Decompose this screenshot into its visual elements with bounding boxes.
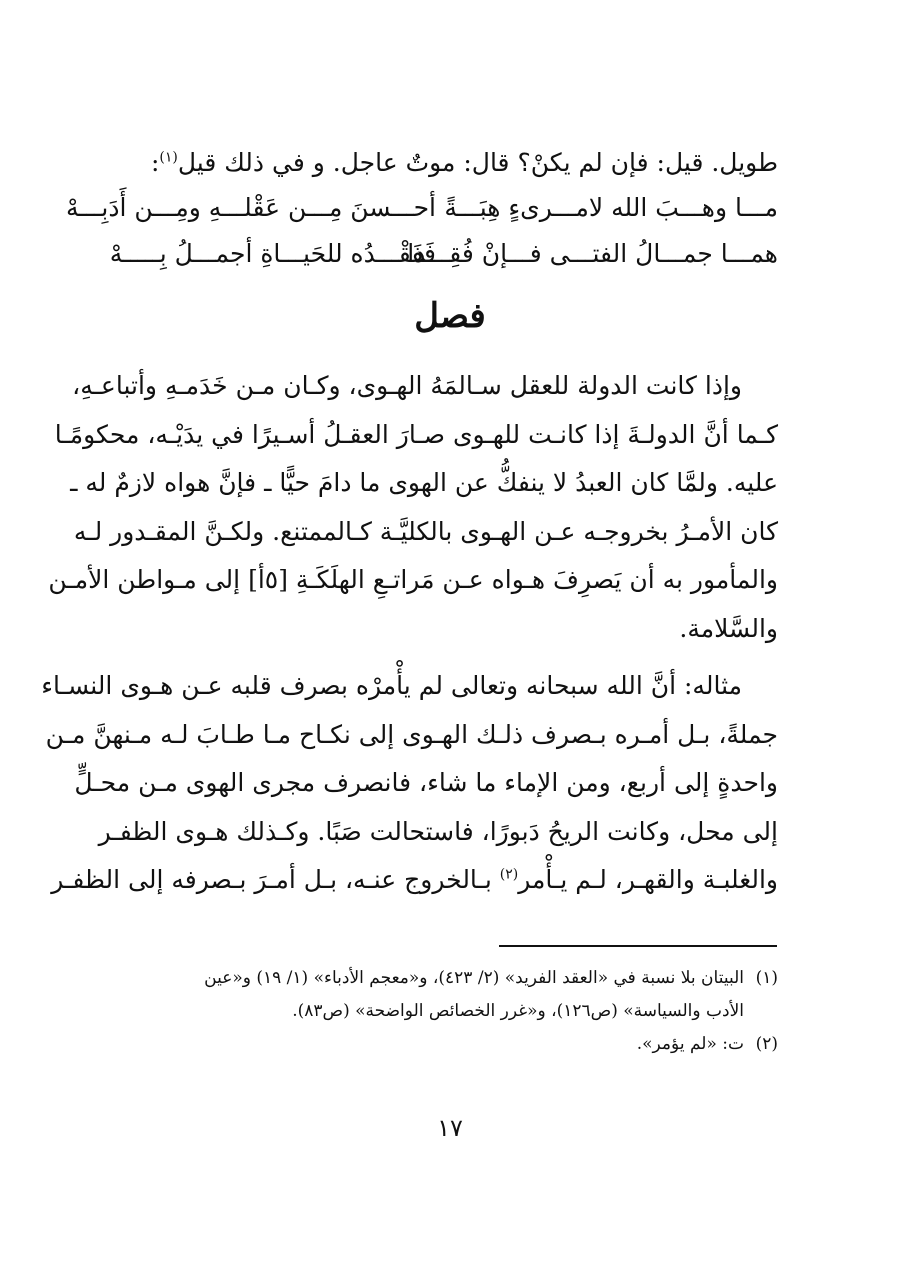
- intro-text: طويل. قيل: فإن لم يكنْ؟ قال: موتٌ عاجل. و في ذلك قيل: [177, 148, 778, 177]
- verse-second-hemistich: فَفَقْـــدُه للحَيـــاةِ أجمـــلُ بِـــــهْ: [109, 238, 436, 268]
- poem-verses: [66, 184, 778, 276]
- paragraph-line: [51, 856, 778, 905]
- verse-first-hemistich: همـــا جمـــالُ الفتـــى فـــإنْ فُقِـــدا: [407, 238, 778, 268]
- paragraph-text: والغلبـة والقهـر، لـم يـأْمر: [518, 865, 778, 894]
- paragraph-line: والمأمور به أن يَصرِفَ هـواه عـن مَراتـعِ الهلَكَـةِ [٥أ] إلى مـواطن الأمـن: [48, 565, 778, 594]
- footnote-text: ت: «لم يؤمر».: [636, 1034, 744, 1054]
- verse-row: [109, 230, 778, 276]
- paragraph-line: عليه. ولمَّا كان العبدُ لا ينفكُّ عن الهوى ما دامَ حيًّا ـ فإنَّ هواه لازمٌ له ـ: [70, 468, 778, 497]
- footnotes: [122, 962, 778, 1061]
- verse-second-hemistich: أحـــسنَ مِـــن عَقْلـــهِ ومِـــن أَدَبِـــهْ: [66, 192, 436, 222]
- section-heading: فصل: [414, 296, 486, 336]
- paragraph-line: كـما أنَّ الدولـةَ إذا كانـت للهـوى صـارَ العقـلُ أسـيرًا في يدَيْـه، محكومًـا: [54, 419, 778, 449]
- footnote-1: [122, 962, 778, 995]
- paragraph-text: بـالخروج عنـه، بـل أمـرَ بـصرفه إلى الظفـر: [51, 865, 500, 894]
- footnote-marker-2[interactable]: (٢): [499, 866, 519, 883]
- footnote-2: [122, 1028, 778, 1061]
- verse-row: [66, 184, 778, 230]
- paragraph-2: [41, 662, 778, 905]
- paragraph-line: كان الأمـرُ بخروجـه عـن الهـوى بالكليَّـة كـالممتنع. ولكـنَّ المقـدور لـه: [73, 516, 778, 546]
- footnote-text: البيتان بلا نسبة في «العقد الفريد» (٢/ ٤٢٣)، و«معجم الأدباء» (١/ ١٩) و«عين: [204, 968, 744, 988]
- footnote-marker-1[interactable]: (١): [159, 149, 178, 166]
- verse-first-hemistich: مـــا وهـــبَ الله لامـــرىءٍ هِبَـــةً: [444, 192, 778, 222]
- footnote-separator: [499, 945, 777, 947]
- paragraph-line: واحدةٍ إلى أربع، ومن الإماء ما شاء، فانصرف مجرى الهوى مـن محـلٍّ: [74, 768, 778, 797]
- page-number: ١٧: [437, 1114, 463, 1142]
- paragraph-line: مثاله: أنَّ الله سبحانه وتعالى لم يأْمرْه بصرف قلبه عـن هـوى النسـاء: [41, 671, 742, 700]
- footnote-number: (٢): [755, 1034, 778, 1054]
- intro-tail: :: [150, 148, 160, 177]
- paragraph-line: وإذا كانت الدولة للعقل سـالمَهُ الهـوى، وكـان مـن خَدَمـهِ وأتباعـهِ،: [72, 371, 742, 400]
- paragraph-line: إلى محل، وكانت الريحُ دَبورًا، فاستحالت صَبًا. وكـذلك هـوى الظفـر: [98, 816, 778, 846]
- footnote-number: (١): [755, 968, 778, 988]
- intro-line: [122, 140, 778, 186]
- paragraph-line: والسَّلامة.: [679, 613, 778, 643]
- paragraph-line: جملةً، بـل أمـره بـصرف ذلـك الهـوى إلى نكـاح مـا طـابَ لـه مـنهنَّ مـن: [45, 719, 778, 749]
- footnote-1-continued: الأدب والسياسة» (ص١٢٦)، و«غرر الخصائص الواضحة» (ص٨٣).: [292, 1001, 744, 1021]
- paragraph-1: [48, 362, 778, 653]
